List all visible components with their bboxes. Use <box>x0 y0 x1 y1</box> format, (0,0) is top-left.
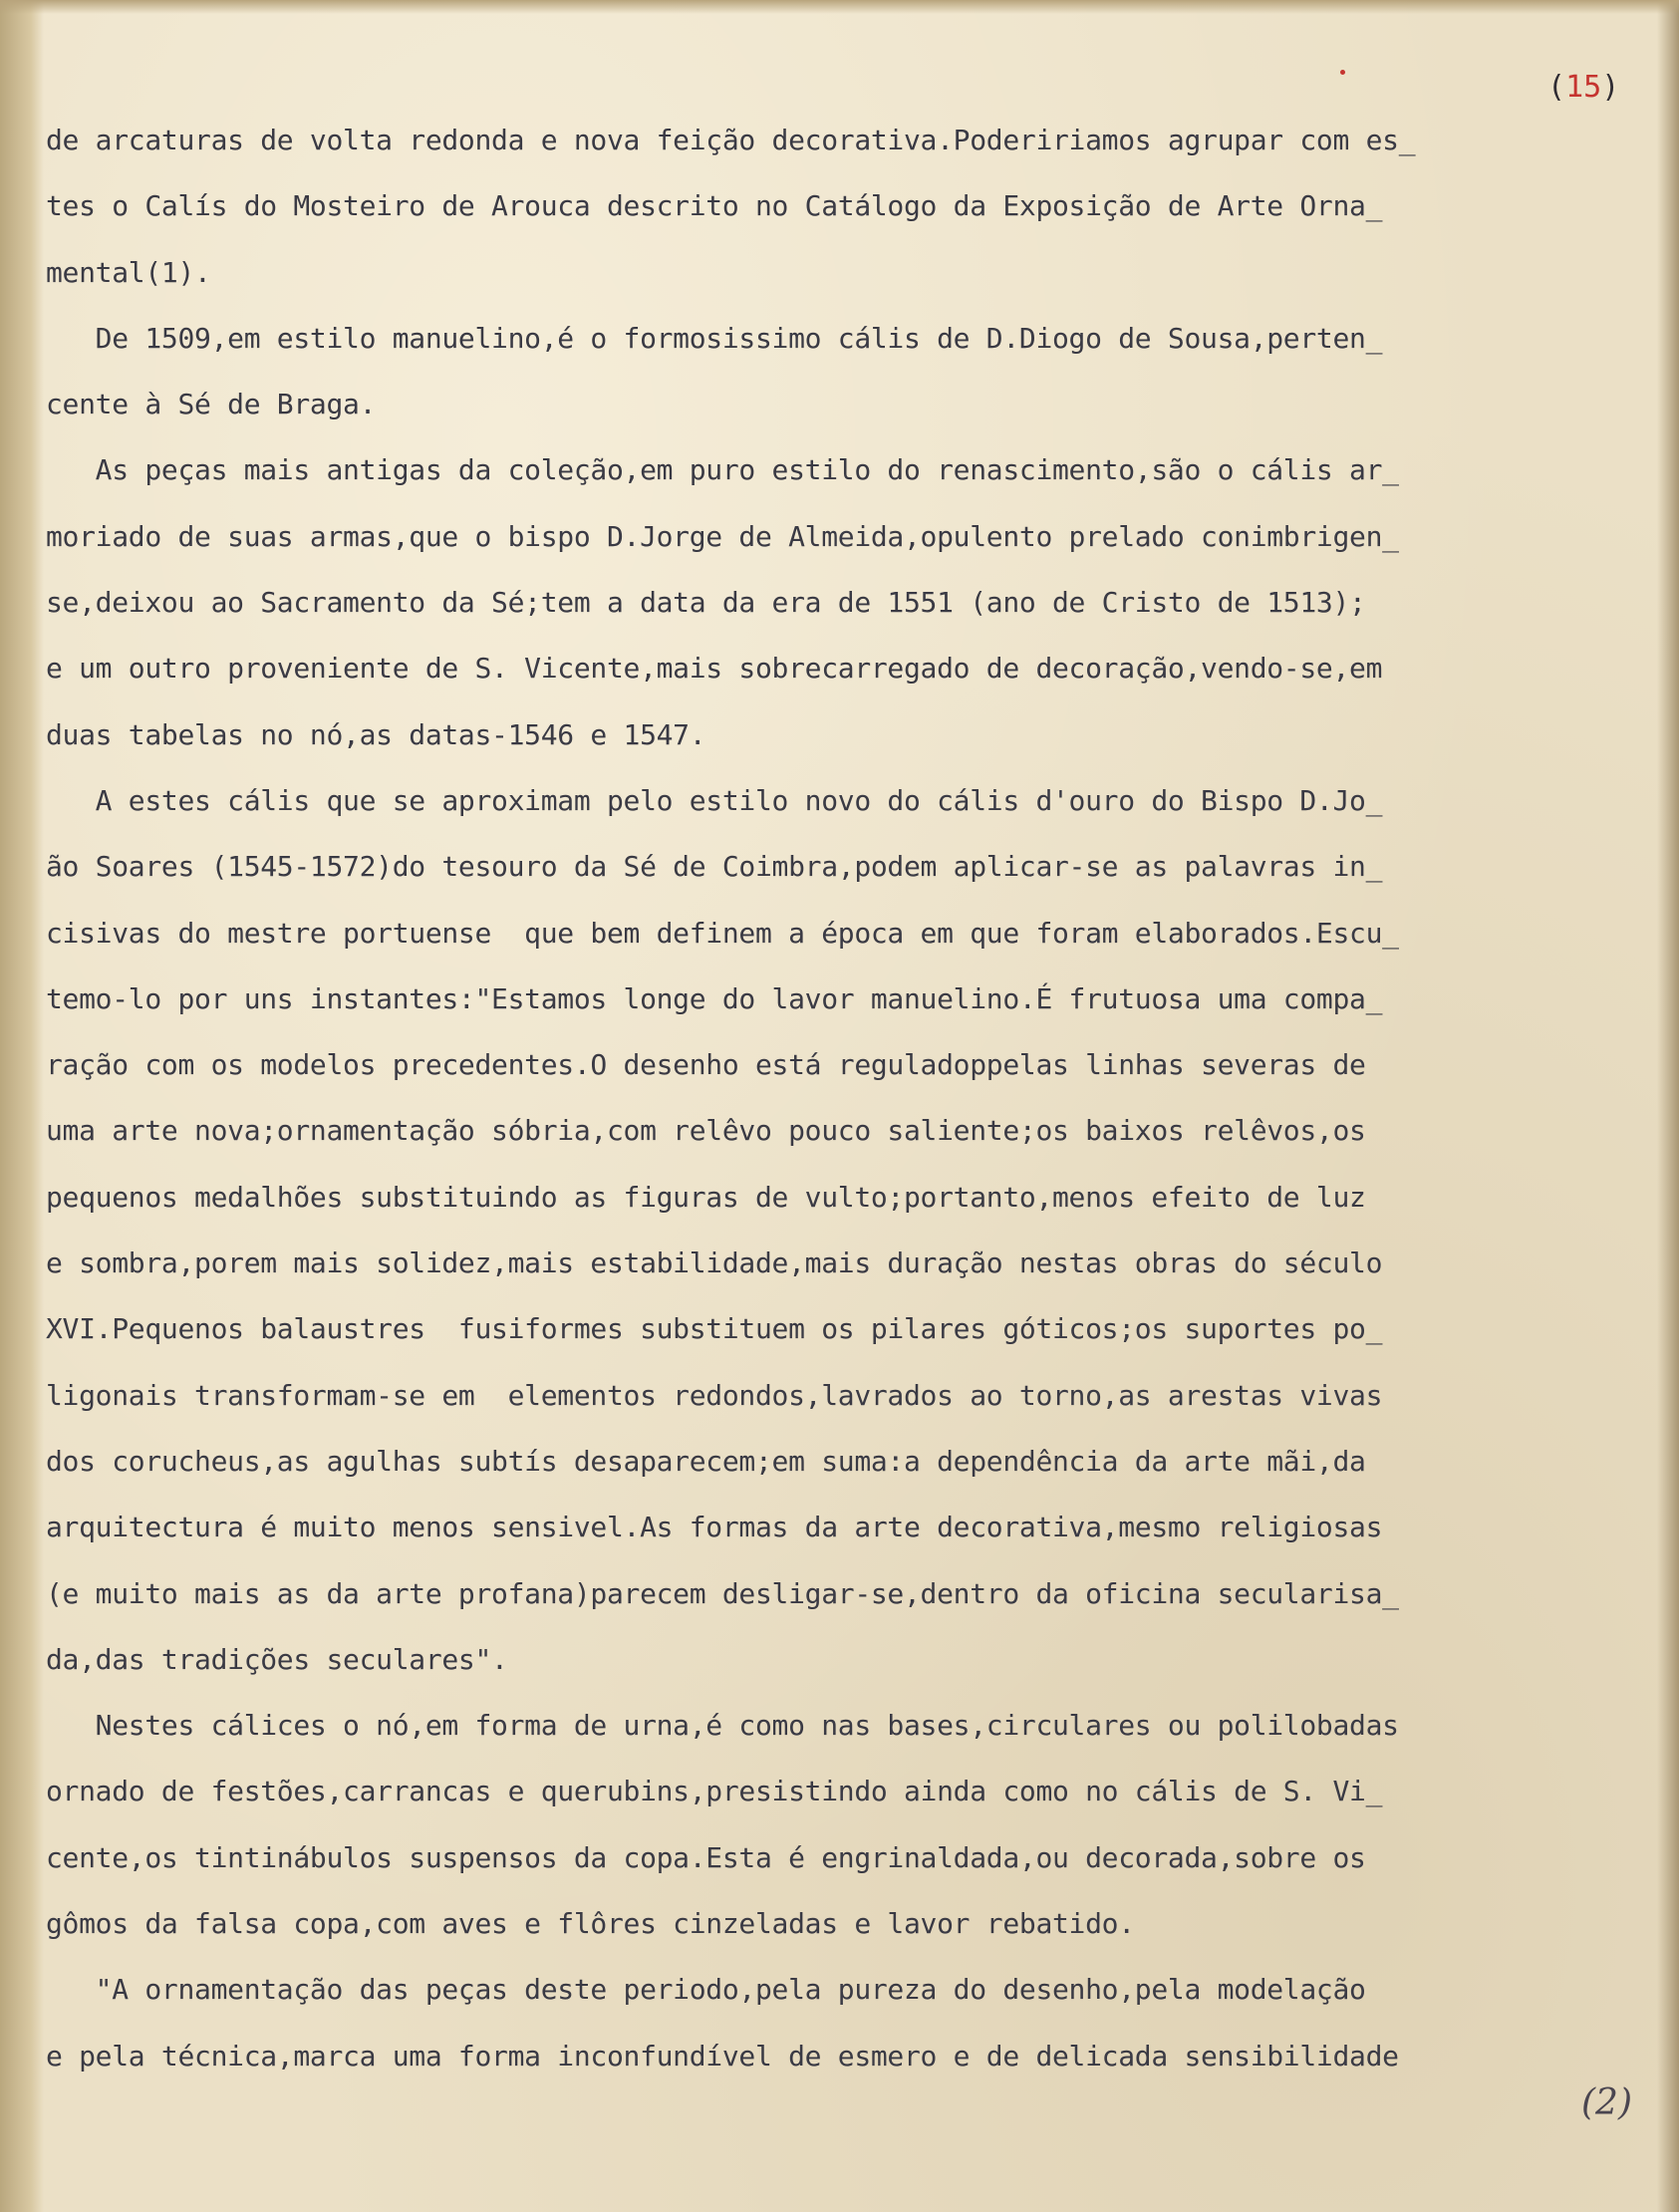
text-line: Nestes cálices o nó,em forma de urna,é como nas bases,circulares ou polilobadas <box>46 1709 1399 1743</box>
paper-top-edge <box>0 0 1679 14</box>
text-line: ligonais transformam-se em elementos redondos,lavrados ao torno,as arestas vivas <box>46 1378 1383 1412</box>
text-line: uma arte nova;ornamentação sóbria,com relêvo pouco saliente;os baixos relêvos,os <box>46 1114 1366 1148</box>
text-line: (e muito mais as da arte profana)parecem desligar-se,dentro da oficina secularisa_ <box>46 1576 1399 1610</box>
text-line: e pela técnica,marca uma forma inconfundível de esmero e de delicada sensibilidade <box>46 2039 1399 2073</box>
text-line: cisivas do mestre portuense que bem definem a época em que foram elaborados.Escu_ <box>46 916 1399 950</box>
text-line: gômos da falsa copa,com aves e flôres cinzeladas e lavor rebatido. <box>46 1907 1135 1941</box>
text-line: pequenos medalhões substituindo as figuras de vulto;portanto,menos efeito de luz <box>46 1180 1366 1214</box>
page-number-value: 15 <box>1565 70 1602 105</box>
text-line: dos corucheus,as agulhas subtís desaparecem;em suma:a dependência da arte mãi,da <box>46 1444 1366 1478</box>
text-line: As peças mais antigas da coleção,em puro estilo do renascimento,são o cális ar_ <box>46 453 1399 487</box>
text-line: se,deixou ao Sacramento da Sé;tem a data da era de 1551 (ano de Cristo de 1513); <box>46 586 1366 620</box>
text-line: "A ornamentação das peças deste periodo,pela pureza do desenho,pela modelação <box>46 1973 1366 2007</box>
typewritten-text <box>46 108 1679 2089</box>
text-line: de arcaturas de volta redonda e nova feição decorativa.Podeririamos agrupar com es_ <box>46 124 1416 156</box>
text-line: ornado de festões,carrancas e querubins,presistindo ainda como no cális de S. Vi_ <box>46 1775 1383 1808</box>
text-line: duas tabelas no nó,as datas-1546 e 1547. <box>46 717 706 751</box>
text-line: e um outro proveniente de S. Vicente,mais sobrecarregado de decoração,vendo-se,em <box>46 652 1383 686</box>
text-line: De 1509,em estilo manuelino,é o formosissimo cális de D.Diogo de Sousa,perten_ <box>46 321 1383 355</box>
paper-left-edge <box>0 0 44 2212</box>
text-line: ração com os modelos precedentes.O desenho está reguladoppelas linhas severas de <box>46 1048 1366 1082</box>
page-number: (15) <box>1547 70 1620 105</box>
text-line: mental(1). <box>46 255 211 289</box>
text-line: e sombra,porem mais solidez,mais estabilidade,mais duração nestas obras do século <box>46 1246 1383 1280</box>
text-line: XVI.Pequenos balaustres fusiformes substituem os pilares góticos;os suportes po_ <box>46 1312 1383 1346</box>
text-line: tes o Calís do Mosteiro de Arouca descrito no Catálogo da Exposição de Arte Orna_ <box>46 189 1383 223</box>
text-line: arquitectura é muito menos sensivel.As formas da arte decorativa,mesmo religiosas <box>46 1511 1383 1544</box>
text-line: cente à Sé de Braga. <box>46 388 377 421</box>
text-line: temo-lo por uns instantes:"Estamos longe do lavor manuelino.É frutuosa uma compa_ <box>46 981 1383 1015</box>
text-line: A estes cális que se aproximam pelo estilo novo do cális d'ouro do Bispo D.Jo_ <box>46 783 1383 817</box>
ink-speck <box>1340 70 1345 75</box>
text-line: da,das tradições seculares". <box>46 1642 508 1676</box>
text-line: cente,os tintinábulos suspensos da copa.Esta é engrinaldada,ou decorada,sobre os <box>46 1840 1366 1874</box>
footnote-marker: (2) <box>1581 2082 1632 2123</box>
text-line: ão Soares (1545-1572)do tesouro da Sé de Coimbra,podem aplicar-se as palavras in_ <box>46 850 1383 884</box>
text-line: moriado de suas armas,que o bispo D.Jorge de Almeida,opulento prelado conimbrigen_ <box>46 519 1399 553</box>
